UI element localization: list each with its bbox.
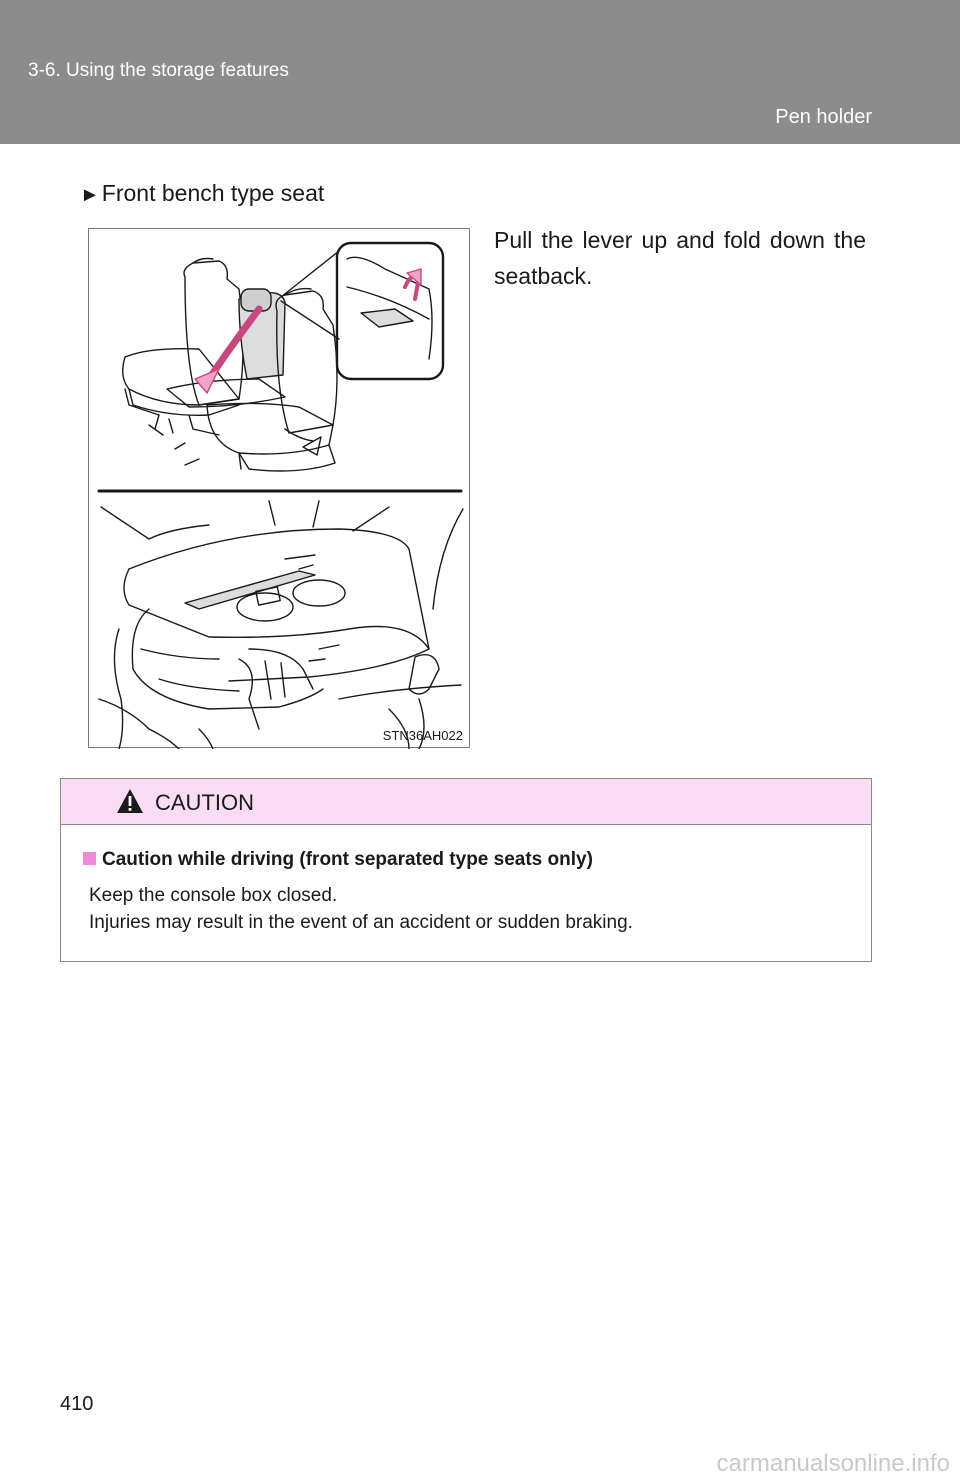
caution-title <box>83 849 593 871</box>
seat-illustration <box>88 228 470 748</box>
bullet-heading <box>80 180 324 207</box>
sub-title: Pen holder <box>775 106 872 128</box>
watermark: carmanualsonline.info <box>716 1450 950 1477</box>
bullet-triangle-icon: ► <box>80 184 100 206</box>
seat-drawing <box>89 229 471 749</box>
caution-box <box>60 778 872 962</box>
caution-label: CAUTION <box>155 790 254 815</box>
caution-header <box>61 779 871 825</box>
bullet-heading-text: Front bench type seat <box>101 180 325 206</box>
page-header <box>0 0 960 144</box>
warning-triangle-icon <box>115 787 145 815</box>
instruction-text: Pull the lever up and fold down the seatback. <box>494 227 866 289</box>
section-title: 3-6. Using the storage features <box>28 60 289 81</box>
figure-code: STN36AH022 <box>382 728 463 743</box>
caution-text-line: Keep the console box closed. <box>89 885 338 906</box>
page-number: 410 <box>60 1393 94 1415</box>
caution-text-line: Injuries may result in the event of an accident or sudden braking. <box>89 912 633 933</box>
caution-title-text: Caution while driving (front separated type seats only) <box>102 849 593 870</box>
caution-bullet-icon <box>83 852 96 865</box>
